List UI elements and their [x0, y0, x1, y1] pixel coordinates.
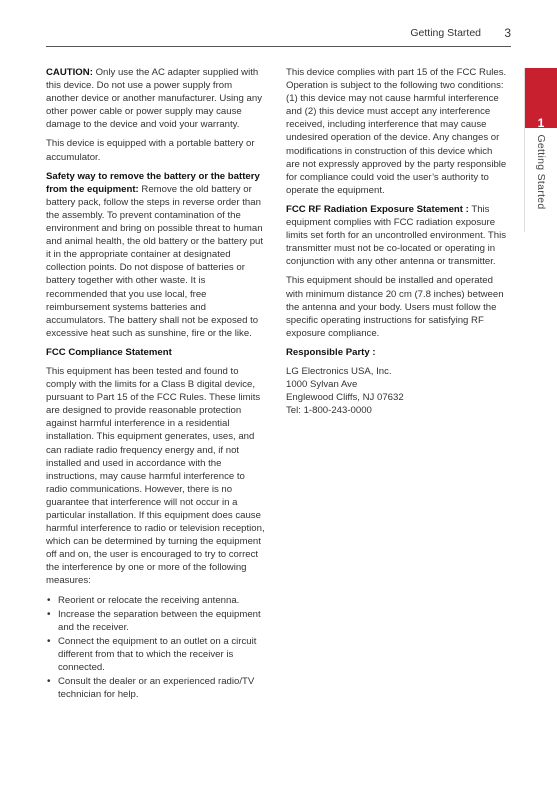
battery-paragraph: This device is equipped with a portable battery or accumulator. [46, 138, 255, 163]
safety-paragraph [46, 170, 266, 340]
chapter-number: 1 [537, 116, 545, 130]
bullet-icon: • [47, 635, 51, 647]
bullet-icon: • [47, 676, 51, 688]
list-item [46, 608, 266, 634]
list-item-text: Consult the dealer or an experienced radio/TV technician for help. [58, 676, 255, 701]
page-number: 3 [504, 26, 511, 40]
caution-label: CAUTION: [46, 67, 93, 78]
measures-list [46, 594, 266, 702]
list-item-text: Increase the separation between the equipment and the receiver. [58, 608, 261, 633]
bullet-icon: • [47, 608, 51, 620]
list-item [46, 675, 266, 701]
rf-label: FCC RF Radiation Exposure Statement : [286, 203, 469, 215]
list-item-text: Reorient or relocate the receiving antenna. [58, 594, 240, 606]
chapter-tab [524, 68, 557, 232]
left-column [46, 66, 266, 702]
list-item-text: Connect the equipment to an outlet on a circuit different from that to which the receiver is connected. [58, 635, 257, 674]
safety-text: Remove the old battery or battery pack, follow the steps in reverse order than the assembly. To prevent contamination of the environment and bring on possible threat to human and animal health, the old battery or the battery put it in the appropriate container at designated collection points. Do not dispose of batteries or battery together with other waste. It is recommended that you use local, free reimbursement systems batteries and accumulators. The battery shall not be exposed to excessive heat such as sunshine, fire or the like. [46, 183, 264, 339]
address-line: LG Electronics USA, Inc. [286, 365, 392, 377]
rf-paragraph [286, 203, 508, 268]
section-title: Getting Started [410, 27, 481, 39]
part15-paragraph: This device complies with part 15 of the FCC Rules. Operation is subject to the following two conditions: (1) this device may not cause harmful interference and (2) this device must accept any interference received, including interference that may cause undesired operation of the device. Any changes or modifications in construction of this device which are not expressly approved by the party responsible for compliance could void the user’s authority to operate the equipment. [286, 67, 507, 196]
caution-paragraph [46, 66, 266, 131]
address-line: Tel: 1-800-243-0000 [286, 404, 372, 416]
right-column [286, 66, 508, 417]
bullet-icon: • [47, 594, 51, 606]
page-header [46, 26, 511, 47]
caution-text: Only use the AC adapter supplied with this device. Do not use a power supply from another device or another manufacturer. Using any other power cable or power supply may cause damage to the device and void your warranty. [46, 67, 262, 131]
safety-label: Safety way to remove the battery or the battery from the equipment: [46, 170, 260, 195]
rf-text: This equipment complies with FCC radiation exposure limits set forth for an uncontrolled environment. This transmitter must not be co-located or operating in conjunction with any other antenna or transmitter. [286, 203, 507, 268]
list-item [46, 635, 266, 674]
address-line: 1000 Sylvan Ave [286, 378, 358, 390]
fcc-paragraph: This equipment has been tested and found to comply with the limits for a Class B digital device, pursuant to Part 15 of the FCC Rules. These limits are designed to provide reasonable protection against harmful interference in a residential installation. This equipment generates, uses, and can radiate radio frequency energy and, if not installed and used in accordance with the instructions, may cause harmful interference to radio communications. However, there is no guarantee that interference will not occur in a particular installation. If this equipment does cause harmful interference to radio or television reception, which can be determined by turning the equipment off and on, the user is encouraged to try to correct the interference by one or more of the following measures: [46, 365, 265, 587]
fcc-heading: FCC Compliance Statement [46, 346, 172, 358]
address-block [286, 365, 508, 417]
chapter-label: Getting Started [535, 134, 547, 210]
responsible-heading: Responsible Party : [286, 346, 376, 358]
list-item [46, 594, 266, 607]
address-line: Englewood Cliffs, NJ 07632 [286, 391, 404, 403]
install-paragraph: This equipment should be installed and operated with minimum distance 20 cm (7.8 inches) between the antenna and your body. Users must follow the specific operating instructions for satisfying RF exposure compliance. [286, 275, 504, 339]
